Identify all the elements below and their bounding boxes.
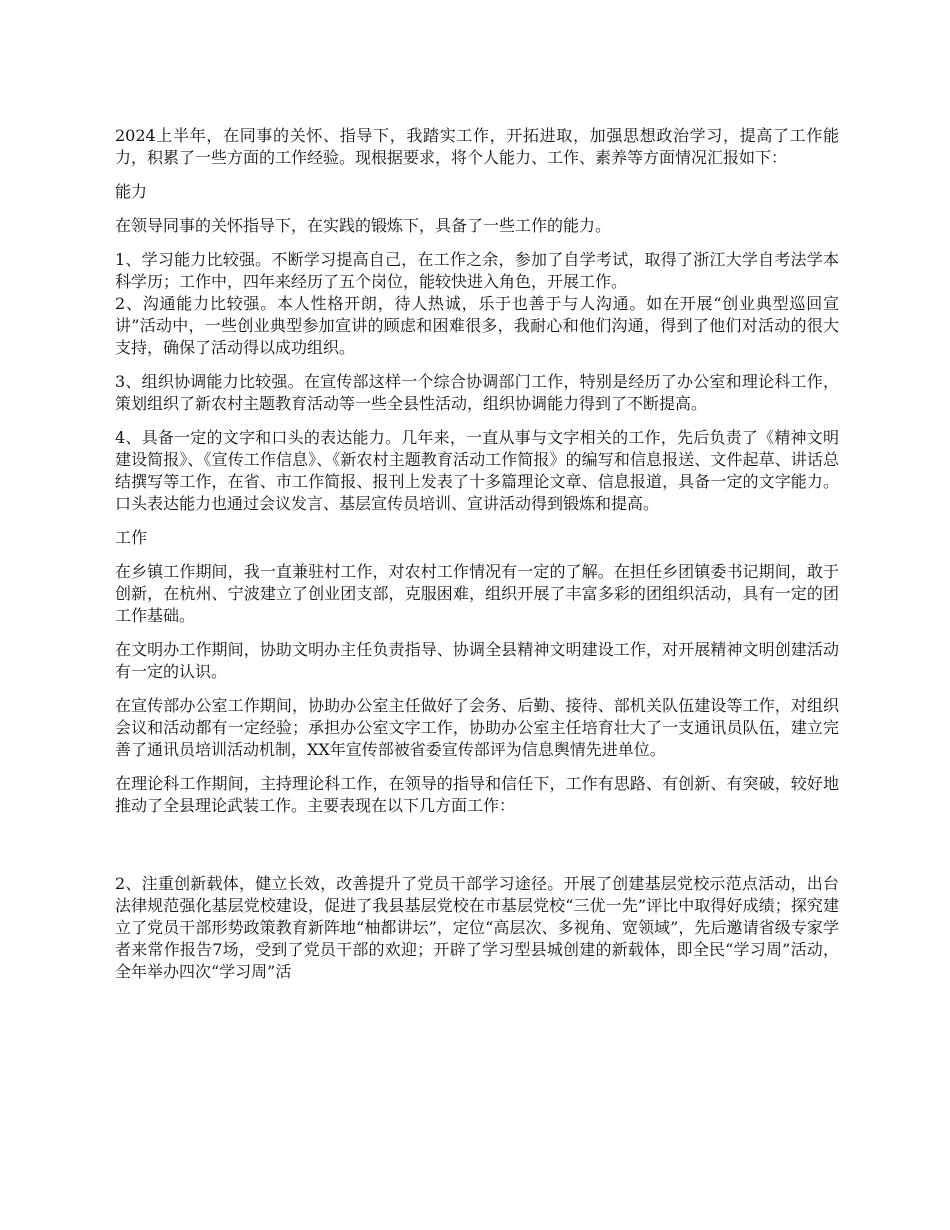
ability-item-1: 1、学习能力比较强。不断学习提高自己，在工作之余，参加了自学考试，取得了浙江大学自考法学本科学历；工作中，四年来经历了五个岗位，能较快进入角色，开展工作。 <box>115 250 839 291</box>
document-body <box>115 125 839 983</box>
section-heading-ability: 能力 <box>115 182 148 201</box>
ability-item-3: 3、组织协调能力比较强。在宣传部这样一个综合协调部门工作，特别是经历了办公室和理论科工作，策划组织了新农村主题教育活动等一些全县性活动，组织协调能力得到了不断提高。 <box>115 372 839 413</box>
section-heading-work: 工作 <box>115 528 148 547</box>
ability-item-4: 4、具备一定的文字和口头的表达能力。几年来，一直从事与文字相关的工作，先后负责了《精神文明建设简报》、《宣传工作信息》、《新农村主题教育活动工作简报》的编写和信息报送、文件起草、讲话总结撰写等工作，在省、市工作简报、报刊上发表了十多篇理论文章、信息报道，具备一定的文字能力。口头表达能力也通过会议发言、基层宣传员培训、宣讲活动得到锻炼和提高。 <box>115 428 839 513</box>
ability-item-2: 2、沟通能力比较强。本人性格开朗，待人热诚，乐于也善于与人沟通。如在开展“创业典型巡回宣讲”活动中，一些创业典型参加宣讲的顾虑和困难很多，我耐心和他们沟通，得到了他们对活动的很大支持，确保了活动得以成功组织。 <box>115 294 839 357</box>
work-item-2: 2、注重创新载体，健立长效，改善提升了党员干部学习途径。开展了创建基层党校示范点活动，出台法律规范强化基层党校建设，促进了我县基层党校在市基层党校“三优一先”评比中取得好成绩；探究建立了党员干部形势政策教育新阵地“柚都讲坛”，定位“高层次、多视角、宽领域”，先后邀请省级专家学者来常作报告7场，受到了党员干部的欢迎；开辟了学习型县城创建的新载体，即全民“学习周”活动，全年举办四次“学习周”活 <box>115 874 839 981</box>
work-paragraph-theory-section: 在理论科工作期间，主持理论科工作，在领导的指导和信任下，工作有思路、有创新、有突破，较好地推动了全县理论武装工作。主要表现在以下几方面工作： <box>115 774 839 815</box>
ability-intro-paragraph: 在领导同事的关怀指导下，在实践的锻炼下，具备了一些工作的能力。 <box>115 216 612 235</box>
work-paragraph-township: 在乡镇工作期间，我一直兼驻村工作，对农村工作情况有一定的了解。在担任乡团镇委书记期间，敢于创新，在杭州、宁波建立了创业团支部，克服困难，组织开展了丰富多彩的团组织活动，具有一定的团工作基础。 <box>115 562 839 625</box>
work-paragraph-publicity-office: 在宣传部办公室工作期间，协助办公室主任做好了会务、后勤、接待、部机关队伍建设等工作，对组织会议和活动都有一定经验；承担办公室文字工作，协助办公室主任培育壮大了一支通讯员队伍，建立完善了通讯员培训活动机制，XX年宣传部被省委宣传部评为信息舆情先进单位。 <box>115 696 839 759</box>
work-paragraph-civilization-office: 在文明办工作期间，协助文明办主任负责指导、协调全县精神文明建设工作，对开展精神文明创建活动有一定的认识。 <box>115 640 839 681</box>
intro-paragraph: 2024上半年，在同事的关怀、指导下，我踏实工作，开拓进取，加强思想政治学习，提高了工作能力，积累了一些方面的工作经验。现根据要求，将个人能力、工作、素养等方面情况汇报如下： <box>115 126 839 167</box>
